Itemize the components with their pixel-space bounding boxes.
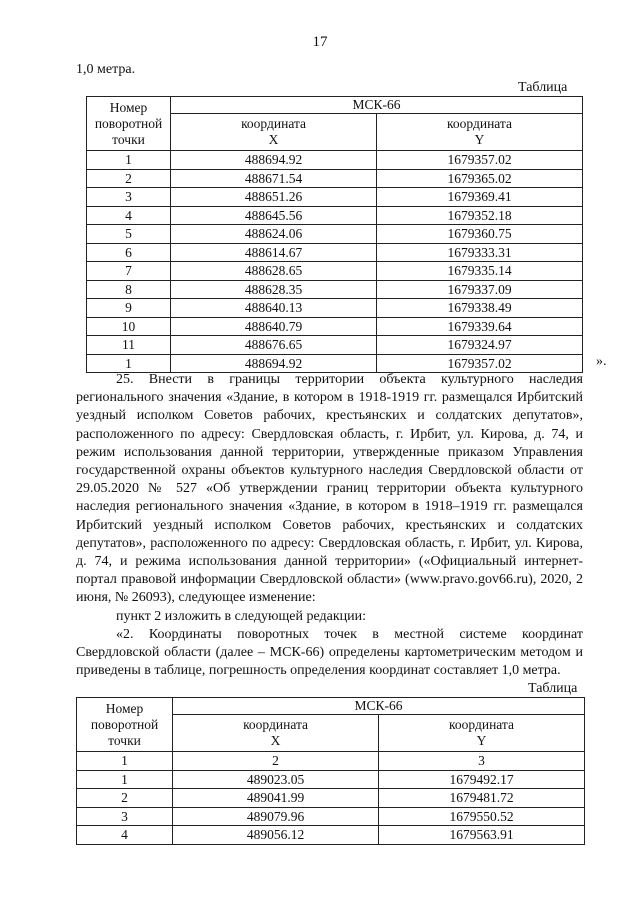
closing-quote: ».	[596, 354, 607, 369]
point-cell: 2	[77, 789, 173, 808]
x-cell: 488671.54	[171, 169, 377, 188]
point-cell: 11	[87, 336, 171, 355]
table-row	[87, 317, 583, 336]
table-row	[87, 225, 583, 244]
x-cell: 488694.92	[171, 151, 377, 170]
header-x: координата X	[171, 114, 377, 151]
y-cell: 1679339.64	[377, 317, 583, 336]
x-cell: 488640.79	[171, 317, 377, 336]
item-line: пункт 2 изложить в следующей редакции:	[116, 608, 366, 624]
x-cell: 488694.92	[171, 354, 377, 373]
x-cell: 488628.65	[171, 262, 377, 281]
y-cell: 1679333.31	[377, 243, 583, 262]
header-point: Номер поворотной точки	[87, 97, 171, 151]
table-row	[87, 354, 583, 373]
table-row	[87, 151, 583, 170]
header-y: координата Y	[377, 114, 583, 151]
coordinates-table-2	[76, 697, 585, 845]
table-row	[87, 243, 583, 262]
body-text	[76, 371, 583, 680]
x-cell: 488645.56	[171, 206, 377, 225]
x-cell: 489023.05	[173, 770, 379, 789]
y-cell: 1679357.02	[377, 354, 583, 373]
table1-caption: Таблица	[518, 80, 568, 95]
table-row	[77, 826, 585, 845]
table-row	[77, 789, 585, 808]
y-cell: 1679550.52	[379, 807, 585, 826]
point-cell: 10	[87, 317, 171, 336]
table-row	[87, 280, 583, 299]
table-row	[77, 807, 585, 826]
table-row	[87, 262, 583, 281]
x-cell: 489056.12	[173, 826, 379, 845]
point-cell: 1	[87, 354, 171, 373]
y-cell: 1679324.97	[377, 336, 583, 355]
x-cell: 488614.67	[171, 243, 377, 262]
table-row	[87, 299, 583, 318]
table-row	[87, 336, 583, 355]
point-cell: 3	[87, 188, 171, 207]
header-point-2: Номер поворотной точки	[77, 698, 173, 752]
header-y-2: координата Y	[379, 715, 585, 752]
point-cell: 5	[87, 225, 171, 244]
table-row	[87, 206, 583, 225]
y-cell: 1679352.18	[377, 206, 583, 225]
index-row	[77, 752, 585, 771]
point-cell: 3	[77, 807, 173, 826]
x-cell: 488676.65	[171, 336, 377, 355]
table-row	[87, 188, 583, 207]
header-x-2: координата X	[173, 715, 379, 752]
y-cell: 1679369.41	[377, 188, 583, 207]
x-cell: 489079.96	[173, 807, 379, 826]
paragraph-25: 25. Внести в границы территории объекта культурного наследия регионального значения «Здание, в котором в 1918-1919 гг. размещался Ирбитский уездный исполком Советов рабочих, крестьянских и солдатских депутатов», расположенного по адресу: Свердловская область, г. Ирбит, ул. Кирова, д. 74, и режим использования данной территории, утвержденные приказом Управления государственной охраны объектов культурного наследия Свердловской области от 29.05.2020 № 527 «Об утверждении границ территории объекта культурного наследия регионального значения «Здание, в котором в 1918–1919 гг. размещался Ирбитский уездный исполком Советов рабочих, крестьянских и солдатских депутатов», расположенного по адресу: Свердловская область, г. Ирбит, ул. Кирова, д. 74, и режима использования данной территории» («Официальный интернет-портал правовой информации Свердловской области» (www.pravo.gov66.ru), 2020, 2 июня, № 26093), следующее изменение:	[76, 372, 583, 606]
page-number: 17	[312, 34, 328, 50]
header-system: МСК-66	[171, 97, 583, 114]
y-cell: 1679365.02	[377, 169, 583, 188]
table2-caption: Таблица	[528, 681, 578, 696]
paragraph-2: «2. Координаты поворотных точек в местной системе координат Свердловской области (далее – МСК-66) определены картометрическим методом и приведены в таблице, погрешность определения координат составляет 1,0 метра.	[76, 626, 583, 679]
y-cell: 1679492.17	[379, 770, 585, 789]
x-cell: 488628.35	[171, 280, 377, 299]
x-cell: 489041.99	[173, 789, 379, 808]
y-cell: 1679357.02	[377, 151, 583, 170]
index-cell: 1	[77, 752, 173, 771]
table-row	[77, 770, 585, 789]
y-cell: 1679563.91	[379, 826, 585, 845]
point-cell: 2	[87, 169, 171, 188]
x-cell: 488651.26	[171, 188, 377, 207]
y-cell: 1679360.75	[377, 225, 583, 244]
point-cell: 1	[87, 151, 171, 170]
point-cell: 8	[87, 280, 171, 299]
point-cell: 4	[77, 826, 173, 845]
y-cell: 1679481.72	[379, 789, 585, 808]
index-cell: 2	[173, 752, 379, 771]
y-cell: 1679335.14	[377, 262, 583, 281]
point-cell: 4	[87, 206, 171, 225]
header-system-2: МСК-66	[173, 698, 585, 715]
point-cell: 7	[87, 262, 171, 281]
point-cell: 9	[87, 299, 171, 318]
point-cell: 6	[87, 243, 171, 262]
top-line: 1,0 метра.	[76, 62, 136, 77]
coordinates-table-1	[86, 96, 583, 373]
y-cell: 1679338.49	[377, 299, 583, 318]
y-cell: 1679337.09	[377, 280, 583, 299]
index-cell: 3	[379, 752, 585, 771]
x-cell: 488624.06	[171, 225, 377, 244]
table-row	[87, 169, 583, 188]
x-cell: 488640.13	[171, 299, 377, 318]
point-cell: 1	[77, 770, 173, 789]
